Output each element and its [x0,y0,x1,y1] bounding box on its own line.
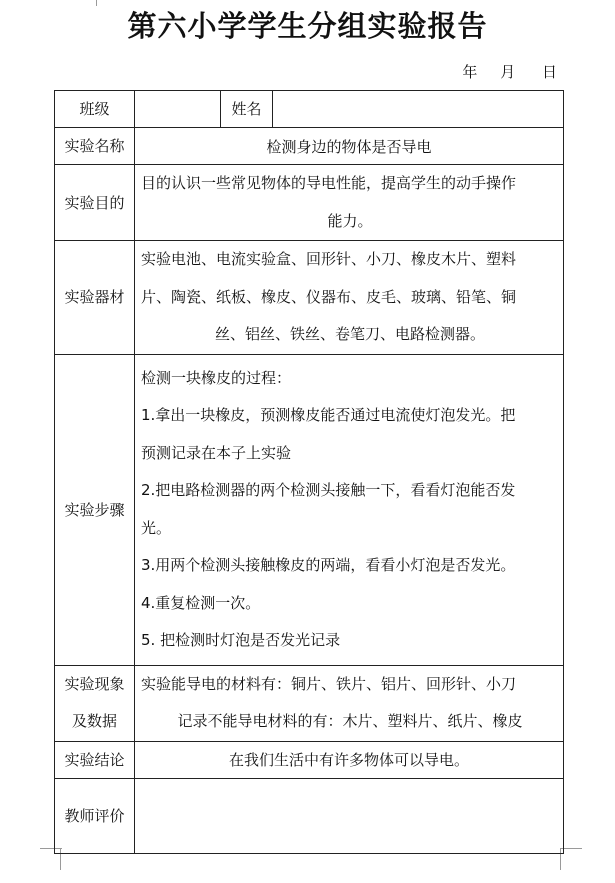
row-steps [55,354,564,665]
steps-line: 预测记录在本子上实验 [141,443,292,462]
row-purpose [55,165,564,241]
evaluation-label: 教师评价 [55,778,135,853]
materials-label: 实验器材 [55,241,135,355]
class-label: 班级 [55,91,135,128]
class-value-cell[interactable] [135,91,221,128]
purpose-line: 目的认识一些常见物体的导电性能，提高学生的动手操作 [141,174,517,192]
steps-line: 2.把电路检测器的两个检测头接触一下，看看灯泡能否发 [141,481,516,499]
steps-label: 实验步骤 [55,354,135,665]
materials-line: 丝、铝丝、铁丝、卷笔刀、电路检测器。 [214,325,485,343]
purpose-label: 实验目的 [55,165,135,241]
purpose-line: 能力。 [327,211,373,230]
row-phenomena [55,665,564,741]
row-conclusion [55,741,564,778]
phenomena-value[interactable] [135,665,564,741]
materials-line: 片、陶瓷、纸板、橡皮、仪器布、皮毛、玻璃、铅笔、铜 [141,287,517,306]
conclusion-label: 实验结论 [55,741,135,778]
steps-line: 检测一块橡皮的过程： [141,368,292,387]
phenomena-label-line: 实验现象 [64,675,125,693]
evaluation-value-cell[interactable] [135,778,564,853]
steps-line: 4.重复检测一次。 [141,593,261,612]
page-title: 第六小学学生分组实验报告 [127,9,488,43]
row-evaluation [55,778,564,853]
date-year[interactable]: 年 [462,63,478,81]
report-table [54,90,564,854]
experiment-name-value[interactable]: 检测身边的物体是否导电 [135,128,564,165]
row-experiment-name [55,128,564,165]
conclusion-value[interactable]: 在我们生活中有许多物体可以导电。 [135,741,564,778]
steps-line: 1.拿出一块橡皮，预测橡皮能否通过电流使灯泡发光。把 [141,406,516,424]
steps-value[interactable] [135,354,564,665]
phenomena-line: 实验能导电的材料有：铜片、铁片、铝片、回形针、小刀 [141,674,517,693]
purpose-value[interactable] [135,165,564,241]
steps-line: 光。 [141,518,172,537]
phenomena-line: 记录不能导电材料的有：木片、塑料片、纸片、橡皮 [177,712,523,730]
materials-line: 实验电池、电流实验盒、回形针、小刀、橡皮木片、塑料 [141,250,517,268]
date-line [448,61,557,82]
name-value-cell[interactable] [273,91,564,128]
steps-line: 3.用两个检测头接触橡皮的两端，看看小灯泡是否发光。 [141,556,516,574]
phenomena-label [55,665,135,741]
date-day[interactable]: 日 [541,63,557,81]
date-month[interactable]: 月 [500,63,516,81]
row-materials [55,241,564,355]
row-class-name [55,91,564,128]
phenomena-label-line: 及数据 [71,712,117,730]
experiment-name-label: 实验名称 [55,128,135,165]
name-label: 姓名 [221,91,273,128]
steps-line: 5. 把检测时灯泡是否发光记录 [141,631,341,649]
materials-value[interactable] [135,241,564,355]
